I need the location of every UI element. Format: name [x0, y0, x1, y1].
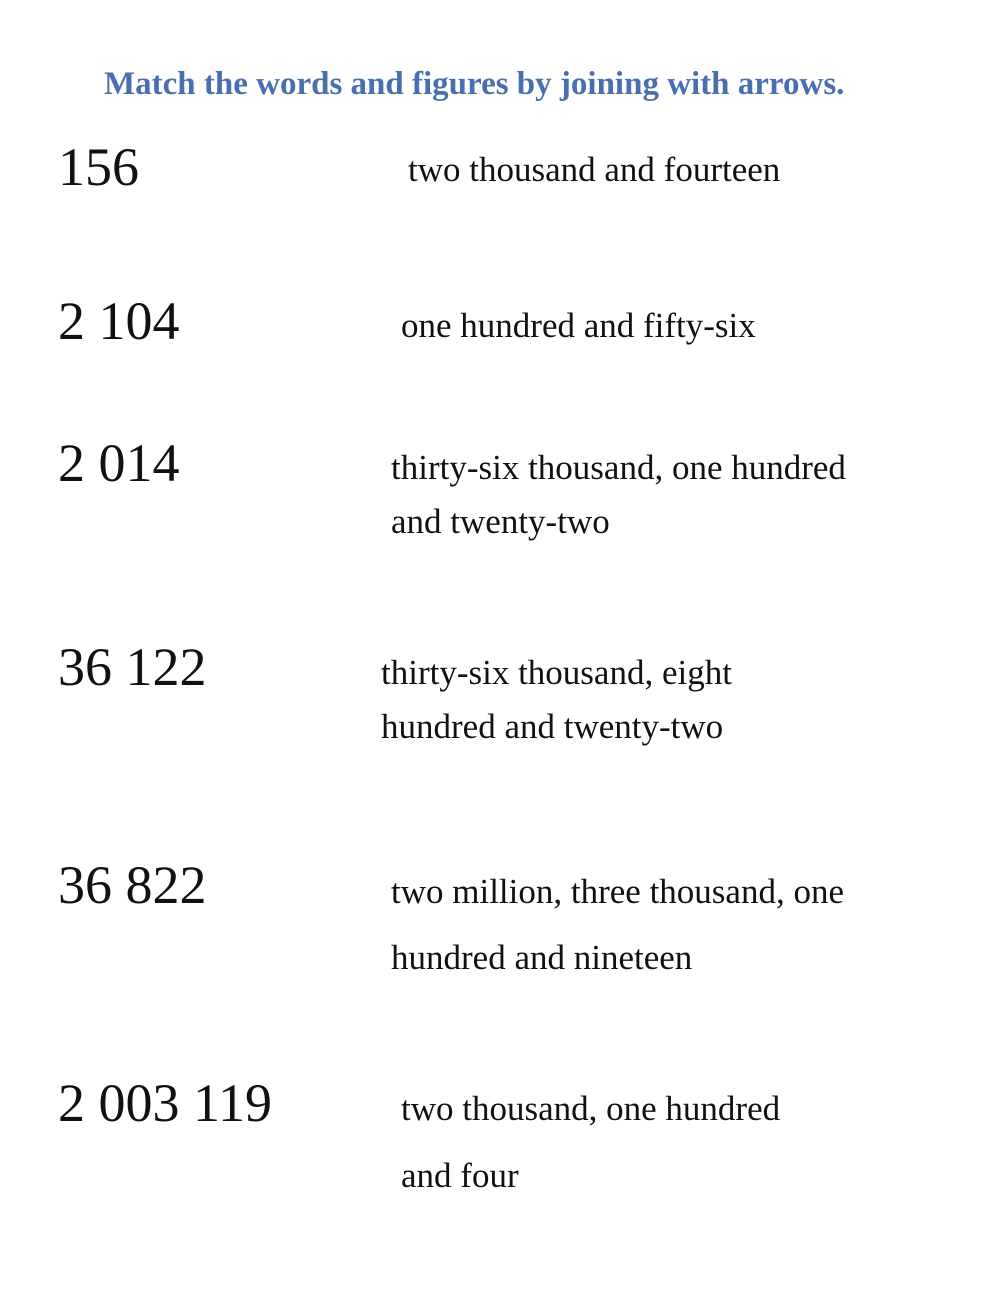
- words-item[interactable]: [391, 450, 846, 539]
- figure-item[interactable]: 156: [58, 137, 139, 197]
- words-line: two thousand, one hundred: [401, 1089, 781, 1128]
- figure-item[interactable]: 2 014: [58, 433, 180, 493]
- words-item[interactable]: [408, 152, 780, 187]
- figure-item[interactable]: 2 104: [58, 291, 180, 351]
- figure-item[interactable]: 36 822: [58, 855, 207, 915]
- words-line: thirty-six thousand, one hundred: [391, 448, 846, 487]
- words-line: one hundred and fifty-six: [401, 306, 756, 345]
- words-item[interactable]: [391, 874, 844, 975]
- words-line: and twenty-two: [391, 502, 610, 541]
- worksheet-title: Match the words and figures by joining with arrows.: [104, 66, 845, 102]
- words-line: hundred and twenty-two: [381, 707, 724, 746]
- words-line: two million, three thousand, one: [391, 872, 844, 911]
- words-item[interactable]: [401, 308, 756, 343]
- words-item[interactable]: [381, 655, 732, 744]
- words-line: and four: [401, 1156, 519, 1195]
- words-line: hundred and nineteen: [391, 938, 693, 977]
- words-line: two thousand and fourteen: [408, 150, 781, 189]
- words-line: thirty-six thousand, eight: [381, 653, 732, 692]
- figure-item[interactable]: 36 122: [58, 637, 207, 697]
- figure-item[interactable]: 2 003 119: [58, 1073, 272, 1133]
- words-item[interactable]: [401, 1091, 780, 1193]
